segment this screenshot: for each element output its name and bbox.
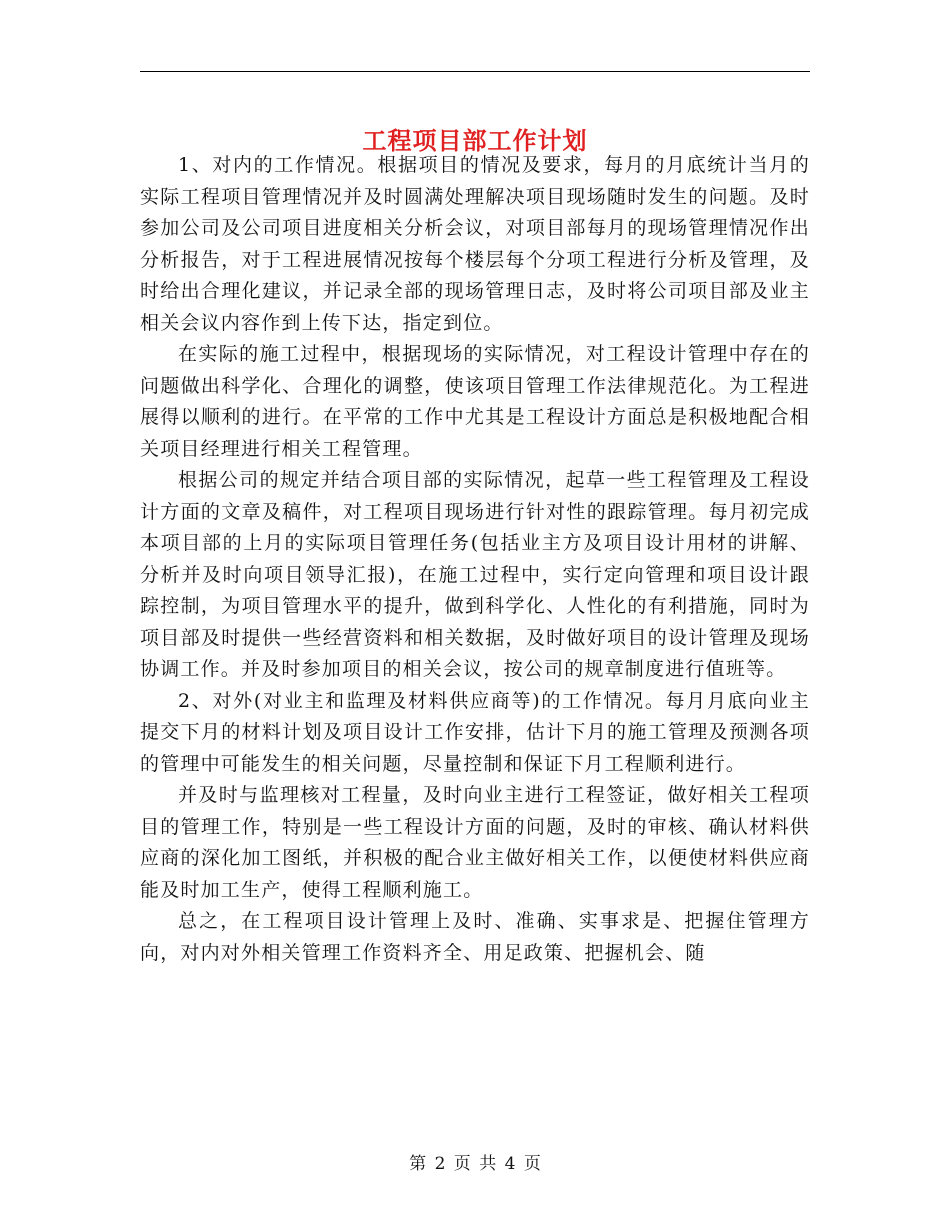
paragraph: 并及时与监理核对工程量，及时向业主进行工程签证，做好相关工程项目的管理工作，特别是一些工程设计方面的问题，及时的审核、确认材料供应商的深化加工图纸，并积极的配合业主做好相关工作，以便使材料供应商能及时加工生产，使得工程顺利施工。 (140, 784, 810, 901)
paragraph: 1、对内的工作情况。根据项目的情况及要求，每月的月底统计当月的实际工程项目管理情况并及时圆满处理解决项目现场随时发生的问题。及时参加公司及公司项目进度相关分析会议，对项目部每月的现场管理情况作出分析报告，对于工程进展情况按每个楼层每个分项工程进行分析及管理，及时给出合理化建议，并记录全部的现场管理日志，及时将公司项目部及业主相关会议内容作到上传下达，指定到位。 (140, 154, 810, 334)
paragraph: 在实际的施工过程中，根据现场的实际情况，对工程设计管理中存在的问题做出科学化、合理化的调整，使该项目管理工作法律规范化。为工程进展得以顺利的进行。在平常的工作中尤其是工程设计方面总是积极地配合相关项目经理进行相关工程管理。 (140, 343, 810, 460)
page-number-footer: 第 2 页 共 4 页 (409, 1154, 541, 1174)
paragraph: 根据公司的规定并结合项目部的实际情况，起草一些工程管理及工程设计方面的文章及稿件，对工程项目现场进行针对性的跟踪管理。每月初完成本项目部的上月的实际项目管理任务(包括业主方及项目设计用材的讲解、分析并及时向项目领导汇报)，在施工过程中，实行定向管理和项目设计跟踪控制，为项目管理水平的提升，做到科学化、人性化的有利措施，同时为项目部及时提供一些经营资料和相关数据，及时做好项目的设计管理及现场协调工作。并及时参加项目的相关会议，按公司的规章制度进行值班等。 (140, 469, 810, 680)
header-rule (140, 71, 810, 72)
paragraph: 2、对外(对业主和监理及材料供应商等)的工作情况。每月月底向业主提交下月的材料计划及项目设计工作安排，估计下月的施工管理及预测各项的管理中可能发生的相关问题，尽量控制和保证下月工程顺利进行。 (140, 689, 810, 775)
document-body (140, 150, 810, 969)
paragraph: 总之，在工程项目设计管理上及时、准确、实事求是、把握住管理方向，对内对外相关管理工作资料齐全、用足政策、把握机会、随 (140, 910, 810, 964)
document-title: 工程项目部工作计划 (362, 126, 588, 156)
